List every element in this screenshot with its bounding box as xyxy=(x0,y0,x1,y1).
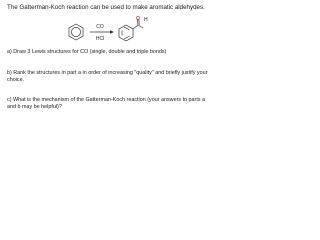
question-c xyxy=(7,97,206,111)
question-c-line-2: and b may be helpful)? xyxy=(7,104,62,110)
reaction-scheme xyxy=(0,14,200,50)
benzaldehyde-product xyxy=(119,19,143,41)
question-c-line-1: c) What is the mechanism of the Gatterman-Koch reaction (your answers to parts a xyxy=(7,97,206,103)
oxygen-atom xyxy=(136,16,139,19)
hydrogen-label: H xyxy=(144,17,148,23)
reagent-above: CO xyxy=(96,24,104,30)
question-a xyxy=(7,49,193,56)
question-a-line-1: a) Draw 3 Lewis structures for CO (single, double and triple bonds) xyxy=(7,49,167,55)
question-b-line-1: b) Rank the structures in part a in order of increasing "quality" and briefly justify your xyxy=(7,70,208,76)
reaction-arrow xyxy=(90,30,114,33)
benzene-reactant xyxy=(69,24,83,40)
intro-text: The Gatterman-Koch reaction can be used to make aromatic aldehydes. xyxy=(7,4,205,11)
question-b-line-2: choice. xyxy=(7,77,25,83)
reagent-below: HCl xyxy=(95,36,105,42)
question-b xyxy=(7,70,208,84)
